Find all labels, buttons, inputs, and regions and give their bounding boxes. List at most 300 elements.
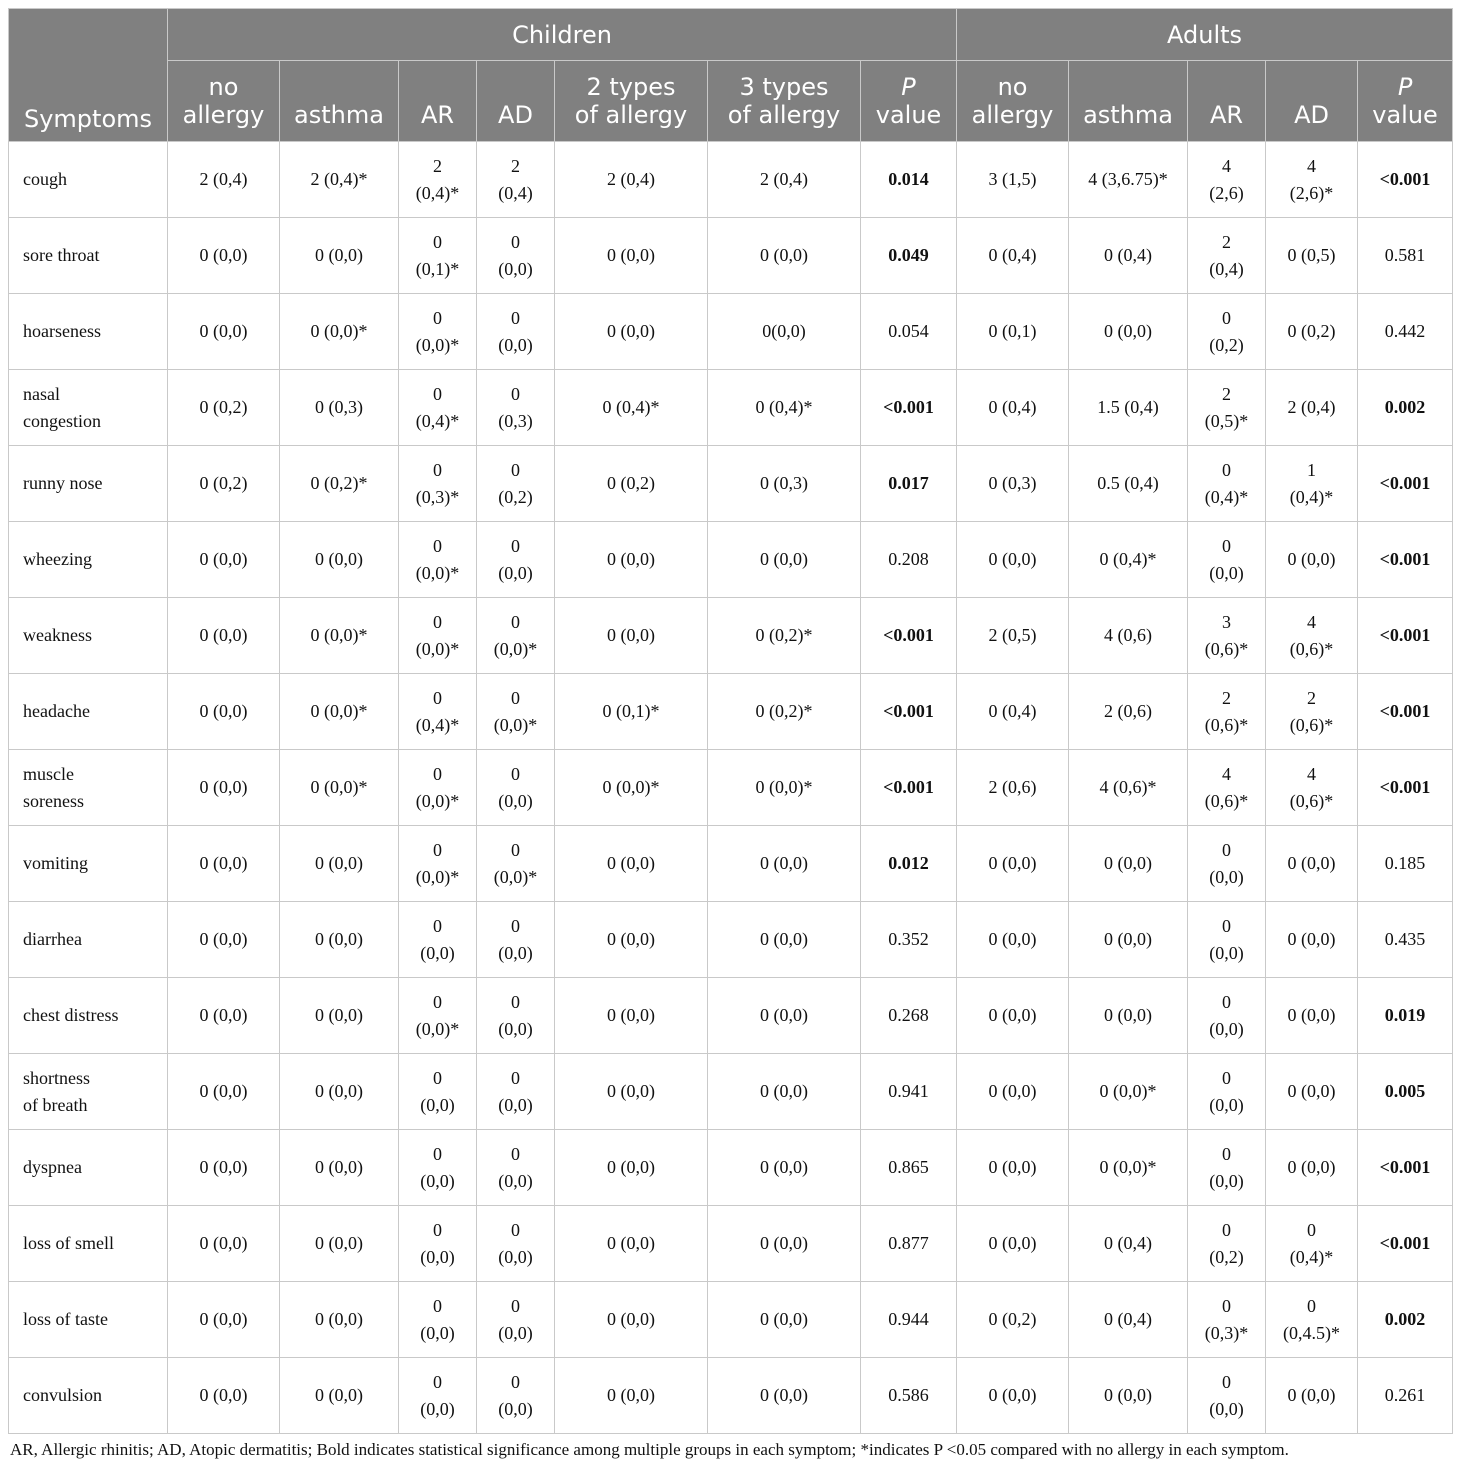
- cell-value: 0 (0,0): [988, 1385, 1037, 1405]
- adults-value-cell: [1266, 978, 1358, 1054]
- cell-value: 0 (0,0): [607, 1081, 655, 1101]
- cell-value: 0 (0,0): [1104, 321, 1153, 341]
- cell-value: 0 (0,0): [315, 1233, 363, 1253]
- cell-value: (0,4.5)*: [1283, 1322, 1341, 1343]
- cell-value: (0,0)*: [415, 1018, 460, 1039]
- table-row: [9, 1282, 1453, 1358]
- children-value-cell: [168, 598, 280, 674]
- column-header-line: no: [997, 73, 1028, 101]
- adults-value-cell: [1188, 446, 1266, 522]
- children-value-cell: [280, 1206, 399, 1282]
- adults-value-cell: [1266, 142, 1358, 218]
- adults-value-cell: [957, 446, 1069, 522]
- children-value-cell: [280, 902, 399, 978]
- symptom-label: sore throat: [23, 245, 100, 265]
- children-value-cell: [555, 370, 708, 446]
- children-value-cell: [399, 1358, 477, 1434]
- cell-value: (0,4)*: [1289, 1246, 1334, 1267]
- symptom-label: dyspnea: [23, 1157, 82, 1177]
- cell-value: (0,0): [1209, 562, 1244, 583]
- cell-value: 2: [1307, 687, 1317, 708]
- adults-value-cell: [957, 750, 1069, 826]
- cell-value: 0: [1222, 1143, 1232, 1164]
- symptom-label: diarrhea: [23, 929, 82, 949]
- adults-value-cell: [1069, 446, 1188, 522]
- children-value-cell: [168, 522, 280, 598]
- children-value-cell: [477, 1206, 555, 1282]
- cell-value: 3 (1,5): [988, 169, 1037, 189]
- adults-value-cell: [1266, 294, 1358, 370]
- children-p-value-cell: <0.001: [861, 674, 957, 750]
- cell-value: 0 (0,0): [1287, 1157, 1336, 1177]
- cell-value: (0,4)*: [415, 410, 460, 431]
- cell-value: 0 (0,0)*: [310, 701, 368, 721]
- cell-value: 0 (0,1)*: [602, 701, 660, 721]
- symptom-cell: [9, 1358, 168, 1434]
- cell-value: 0: [433, 1067, 442, 1088]
- cell-value: 0 (0,3): [988, 473, 1037, 493]
- cell-value: (0,0): [1209, 1170, 1244, 1191]
- cell-value: 0 (0,1): [988, 321, 1037, 341]
- cell-value: 0 (0,0): [315, 929, 363, 949]
- symptom-cell: [9, 294, 168, 370]
- children-value-cell: [399, 522, 477, 598]
- cell-value: 0 (0,2): [199, 473, 248, 493]
- cell-value: 0: [433, 991, 442, 1012]
- cell-value: (0,5)*: [1204, 410, 1249, 431]
- cell-value: (0,0): [498, 1398, 533, 1419]
- cell-value: 0: [511, 459, 520, 480]
- cell-value: 0: [511, 1143, 520, 1164]
- cell-value: (0,0): [498, 1322, 533, 1343]
- column-header-line: value: [1372, 101, 1438, 129]
- children-value-cell: [708, 218, 861, 294]
- column-header-line: allergy: [182, 101, 265, 129]
- table-row: [9, 978, 1453, 1054]
- adults-value-cell: [1188, 1282, 1266, 1358]
- cell-value: 0 (0,0)*: [310, 625, 368, 645]
- adults-value-cell: [1188, 1206, 1266, 1282]
- adults-value-cell: [1069, 522, 1188, 598]
- adults-p-value-cell: <0.001: [1358, 598, 1453, 674]
- symptom-label: soreness: [23, 790, 84, 811]
- adults-value-cell: [1069, 1206, 1188, 1282]
- adults-value-cell: [1069, 978, 1188, 1054]
- cell-value: 0 (0,2)*: [755, 625, 813, 645]
- adults-value-cell: [1266, 1206, 1358, 1282]
- children-value-cell: [168, 1206, 280, 1282]
- adults-p-value-cell: 0.442: [1358, 294, 1453, 370]
- cell-value: 0 (0,0): [607, 245, 655, 265]
- table-row: [9, 1206, 1453, 1282]
- cell-value: 0 (0,0): [988, 1157, 1037, 1177]
- adults-value-cell: [1069, 750, 1188, 826]
- cell-value: 0 (0,0): [760, 1081, 808, 1101]
- adults-value-cell: [1069, 598, 1188, 674]
- adults-value-cell: [1266, 1282, 1358, 1358]
- cell-value: 0 (0,0): [607, 853, 655, 873]
- cell-value: 0 (0,0): [760, 245, 808, 265]
- cell-value: 0 (0,0): [607, 1233, 655, 1253]
- cell-value: 0 (0,0)*: [310, 321, 368, 341]
- cell-value: (0,3)*: [1204, 1322, 1249, 1343]
- cell-value: 2: [1222, 231, 1232, 252]
- adults-p-value-cell: 0.019: [1358, 978, 1453, 1054]
- cell-value: 0 (0,0): [1104, 853, 1153, 873]
- symptom-label: loss of taste: [23, 1309, 108, 1329]
- cell-value: 0 (0,0): [1104, 1005, 1153, 1025]
- children-value-cell: [477, 902, 555, 978]
- adults-p-value-cell: 0.261: [1358, 1358, 1453, 1434]
- cell-value: (0,0): [1209, 942, 1244, 963]
- table-header: [9, 9, 1453, 142]
- adults-p-value-cell: 0.185: [1358, 826, 1453, 902]
- children-value-cell: [399, 1282, 477, 1358]
- adults-value-cell: [1266, 826, 1358, 902]
- cell-value: 2 (0,4)*: [310, 169, 368, 189]
- column-header-line: asthma: [1083, 101, 1173, 129]
- symptom-label: cough: [23, 169, 67, 189]
- cell-value: 0 (0,0)*: [1099, 1081, 1157, 1101]
- children-value-cell: [708, 446, 861, 522]
- cell-value: (0,0): [498, 334, 533, 355]
- symptom-cell: [9, 750, 168, 826]
- children-value-cell: [399, 1130, 477, 1206]
- children-value-cell: [168, 750, 280, 826]
- children-value-cell: [477, 1282, 555, 1358]
- children-value-cell: [399, 674, 477, 750]
- cell-value: 0: [511, 839, 520, 860]
- children-value-cell: [555, 674, 708, 750]
- adults-value-cell: [1069, 1282, 1188, 1358]
- adults-column-header: [1358, 61, 1453, 142]
- cell-value: 0 (0,0): [607, 1005, 655, 1025]
- cell-value: (0,6)*: [1289, 638, 1334, 659]
- cell-value: 0 (0,0): [607, 1385, 655, 1405]
- cell-value: 2: [433, 155, 442, 176]
- children-value-cell: [399, 370, 477, 446]
- cell-value: 0 (0,0): [607, 321, 655, 341]
- symptom-cell: [9, 218, 168, 294]
- table-row: [9, 446, 1453, 522]
- cell-value: 4 (0,6): [1104, 625, 1153, 645]
- table-row: [9, 674, 1453, 750]
- table-row: [9, 370, 1453, 446]
- cell-value: (0,0): [498, 942, 533, 963]
- cell-value: (0,2): [1209, 1246, 1244, 1267]
- children-p-value-cell: 0.877: [861, 1206, 957, 1282]
- cell-value: 0 (0,0): [315, 1309, 363, 1329]
- adults-value-cell: [1069, 218, 1188, 294]
- adults-value-cell: [1188, 978, 1266, 1054]
- adults-value-cell: [1188, 218, 1266, 294]
- cell-value: 0 (0,0): [199, 245, 248, 265]
- cell-value: 0: [511, 307, 520, 328]
- children-value-cell: [280, 522, 399, 598]
- children-value-cell: [168, 446, 280, 522]
- cell-value: 4: [1222, 763, 1232, 784]
- cell-value: 0 (0,4)*: [602, 397, 660, 417]
- children-group-header: Children: [168, 9, 957, 61]
- children-value-cell: [280, 370, 399, 446]
- cell-value: (0,4)*: [415, 714, 460, 735]
- cell-value: 0 (0,0): [199, 1233, 248, 1253]
- adults-value-cell: [957, 1358, 1069, 1434]
- cell-value: 0 (0,0): [760, 1233, 808, 1253]
- cell-value: 0 (0,0): [607, 549, 655, 569]
- cell-value: 0 (0,4): [988, 245, 1037, 265]
- cell-value: 0 (0,0): [199, 1081, 248, 1101]
- cell-value: (0,4): [498, 182, 533, 203]
- children-value-cell: [555, 218, 708, 294]
- adults-p-value-cell: 0.002: [1358, 1282, 1453, 1358]
- children-value-cell: [168, 1282, 280, 1358]
- adults-value-cell: [1266, 446, 1358, 522]
- column-header-line: AD: [498, 101, 533, 129]
- children-value-cell: [280, 294, 399, 370]
- column-header-line: of allergy: [727, 101, 841, 129]
- children-p-value-cell: <0.001: [861, 598, 957, 674]
- children-value-cell: [399, 750, 477, 826]
- children-value-cell: [555, 826, 708, 902]
- adults-value-cell: [1188, 294, 1266, 370]
- column-header-line: P: [901, 73, 916, 101]
- cell-value: (0,0): [420, 1246, 455, 1267]
- children-value-cell: [477, 598, 555, 674]
- cell-value: 0 (0,0): [199, 1385, 248, 1405]
- cell-value: 0: [433, 1143, 442, 1164]
- adults-value-cell: [1188, 1130, 1266, 1206]
- children-value-cell: [280, 142, 399, 218]
- cell-value: 0 (0,0): [988, 1081, 1037, 1101]
- adults-value-cell: [1188, 598, 1266, 674]
- adults-group-header: Adults: [957, 9, 1453, 61]
- cell-value: (0,0)*: [493, 638, 538, 659]
- children-value-cell: [280, 446, 399, 522]
- cell-value: 2 (0,4): [1287, 397, 1336, 417]
- cell-value: 0 (0,0): [760, 1385, 808, 1405]
- children-value-cell: [477, 370, 555, 446]
- children-value-cell: [708, 978, 861, 1054]
- children-column-header: [708, 61, 861, 142]
- children-value-cell: [399, 446, 477, 522]
- children-p-value-cell: 0.049: [861, 218, 957, 294]
- cell-value: 2: [1222, 687, 1232, 708]
- cell-value: 0 (0,0): [760, 549, 808, 569]
- cell-value: (0,0): [1209, 1094, 1244, 1115]
- symptom-label: vomiting: [23, 853, 89, 873]
- adults-p-value-cell: <0.001: [1358, 1130, 1453, 1206]
- cell-value: 0: [511, 763, 520, 784]
- cell-value: 0 (0,3): [315, 397, 363, 417]
- cell-value: 4: [1307, 763, 1317, 784]
- adults-p-value-cell: <0.001: [1358, 522, 1453, 598]
- children-value-cell: [477, 978, 555, 1054]
- cell-value: (0,3): [498, 410, 533, 431]
- children-column-header: [399, 61, 477, 142]
- cell-value: 0 (0,0): [1104, 929, 1153, 949]
- cell-value: 0: [1222, 991, 1232, 1012]
- children-value-cell: [399, 598, 477, 674]
- cell-value: (0,6)*: [1204, 714, 1249, 735]
- children-p-value-cell: 0.054: [861, 294, 957, 370]
- cell-value: (0,0)*: [415, 562, 460, 583]
- cell-value: 0: [511, 1067, 520, 1088]
- symptom-label: chest distress: [23, 1005, 119, 1025]
- symptom-label: headache: [23, 701, 90, 721]
- adults-p-value-cell: 0.005: [1358, 1054, 1453, 1130]
- column-header-line: AR: [420, 101, 455, 129]
- cell-value: 0 (0,2): [988, 1309, 1037, 1329]
- cell-value: 0 (0,4): [1104, 245, 1153, 265]
- cell-value: 0 (0,0): [199, 625, 248, 645]
- children-value-cell: [555, 142, 708, 218]
- cell-value: (0,6)*: [1289, 790, 1334, 811]
- adults-p-value-cell: <0.001: [1358, 674, 1453, 750]
- cell-value: 0 (0,0): [607, 625, 655, 645]
- children-p-value-cell: 0.944: [861, 1282, 957, 1358]
- cell-value: (0,0)*: [415, 866, 460, 887]
- symptom-label: loss of smell: [23, 1233, 115, 1253]
- table-row: [9, 826, 1453, 902]
- adults-value-cell: [1069, 142, 1188, 218]
- children-value-cell: [280, 218, 399, 294]
- adults-value-cell: [1266, 218, 1358, 294]
- cell-value: 0 (0,0): [1287, 549, 1336, 569]
- children-value-cell: [399, 902, 477, 978]
- children-value-cell: [708, 902, 861, 978]
- cell-value: (0,0)*: [493, 714, 538, 735]
- children-value-cell: [708, 142, 861, 218]
- cell-value: (0,0): [1209, 1018, 1244, 1039]
- symptom-label: shortness: [23, 1067, 90, 1088]
- cell-value: 0: [433, 687, 442, 708]
- cell-value: (0,1)*: [415, 258, 460, 279]
- children-value-cell: [280, 598, 399, 674]
- cell-value: 0: [433, 1219, 442, 1240]
- cell-value: 0: [433, 307, 442, 328]
- cell-value: 0 (0,0): [760, 1005, 808, 1025]
- cell-value: 0 (0,2)*: [755, 701, 813, 721]
- adults-value-cell: [1266, 370, 1358, 446]
- cell-value: 0 (0,4): [988, 397, 1037, 417]
- cell-value: 0 (0,0): [199, 1309, 248, 1329]
- cell-value: 0: [1222, 1067, 1232, 1088]
- children-value-cell: [555, 902, 708, 978]
- cell-value: 0: [1222, 1295, 1232, 1316]
- cell-value: 0 (0,0): [988, 1233, 1037, 1253]
- adults-value-cell: [1266, 598, 1358, 674]
- adults-value-cell: [957, 902, 1069, 978]
- cell-value: 2 (0,5): [988, 625, 1037, 645]
- cell-value: 0: [511, 991, 520, 1012]
- cell-value: 0 (0,0): [199, 1157, 248, 1177]
- children-value-cell: [399, 218, 477, 294]
- children-value-cell: [399, 978, 477, 1054]
- children-column-header: [280, 61, 399, 142]
- children-value-cell: [708, 522, 861, 598]
- cell-value: 0 (0,0): [760, 853, 808, 873]
- cell-value: (0,0): [498, 562, 533, 583]
- cell-value: 0 (0,0): [760, 929, 808, 949]
- children-value-cell: [555, 294, 708, 370]
- cell-value: 0 (0,0): [199, 929, 248, 949]
- children-value-cell: [168, 978, 280, 1054]
- adults-value-cell: [957, 294, 1069, 370]
- children-value-cell: [708, 1358, 861, 1434]
- cell-value: (0,4)*: [415, 182, 460, 203]
- cell-value: (0,4): [1209, 258, 1244, 279]
- cell-value: 0: [1222, 459, 1232, 480]
- cell-value: 0.5 (0,4): [1097, 473, 1159, 493]
- children-value-cell: [280, 1282, 399, 1358]
- children-p-value-cell: 0.586: [861, 1358, 957, 1434]
- cell-value: (0,3)*: [415, 486, 460, 507]
- adults-p-value-cell: <0.001: [1358, 446, 1453, 522]
- symptom-cell: [9, 978, 168, 1054]
- column-header-line: asthma: [294, 101, 384, 129]
- children-value-cell: [708, 1130, 861, 1206]
- adults-value-cell: [957, 1054, 1069, 1130]
- cell-value: 2 (0,4): [607, 169, 655, 189]
- cell-value: (0,0): [1209, 1398, 1244, 1419]
- table-row: [9, 598, 1453, 674]
- cell-value: (0,2): [1209, 334, 1244, 355]
- symptom-label: runny nose: [23, 473, 103, 493]
- children-value-cell: [708, 598, 861, 674]
- cell-value: (0,0): [498, 1170, 533, 1191]
- symptom-label: nasal: [23, 383, 60, 404]
- cell-value: 0 (0,0): [199, 549, 248, 569]
- adults-value-cell: [1188, 826, 1266, 902]
- cell-value: 1: [1307, 459, 1317, 480]
- cell-value: 0 (0,2)*: [310, 473, 368, 493]
- adults-value-cell: [957, 978, 1069, 1054]
- adults-column-header: [1069, 61, 1188, 142]
- cell-value: (0,0): [498, 1246, 533, 1267]
- cell-value: 0: [511, 611, 520, 632]
- symptom-label: muscle: [23, 763, 74, 784]
- symptom-label: hoarseness: [23, 321, 101, 341]
- cell-value: 0: [1222, 535, 1232, 556]
- cell-value: (2,6)*: [1289, 182, 1334, 203]
- adults-value-cell: [1266, 1054, 1358, 1130]
- cell-value: 0: [433, 535, 442, 556]
- column-header-line: P: [1397, 73, 1413, 101]
- table-row: [9, 1054, 1453, 1130]
- children-value-cell: [168, 826, 280, 902]
- cell-value: 0 (0,0): [199, 1005, 248, 1025]
- table-row: [9, 522, 1453, 598]
- cell-value: 0 (0,0): [607, 1309, 655, 1329]
- symptom-label: congestion: [23, 410, 101, 431]
- cell-value: (0,6)*: [1289, 714, 1334, 735]
- table-row: [9, 750, 1453, 826]
- children-value-cell: [280, 1358, 399, 1434]
- children-value-cell: [555, 522, 708, 598]
- cell-value: 0: [433, 383, 442, 404]
- adults-p-value-cell: 0.581: [1358, 218, 1453, 294]
- adults-value-cell: [1266, 674, 1358, 750]
- cell-value: 0: [511, 1219, 520, 1240]
- cell-value: 0 (0,5): [1287, 245, 1336, 265]
- adults-value-cell: [1188, 902, 1266, 978]
- table-row: [9, 218, 1453, 294]
- cell-value: (0,0)*: [493, 866, 538, 887]
- children-p-value-cell: 0.941: [861, 1054, 957, 1130]
- children-value-cell: [399, 294, 477, 370]
- cell-value: 1.5 (0,4): [1097, 397, 1159, 417]
